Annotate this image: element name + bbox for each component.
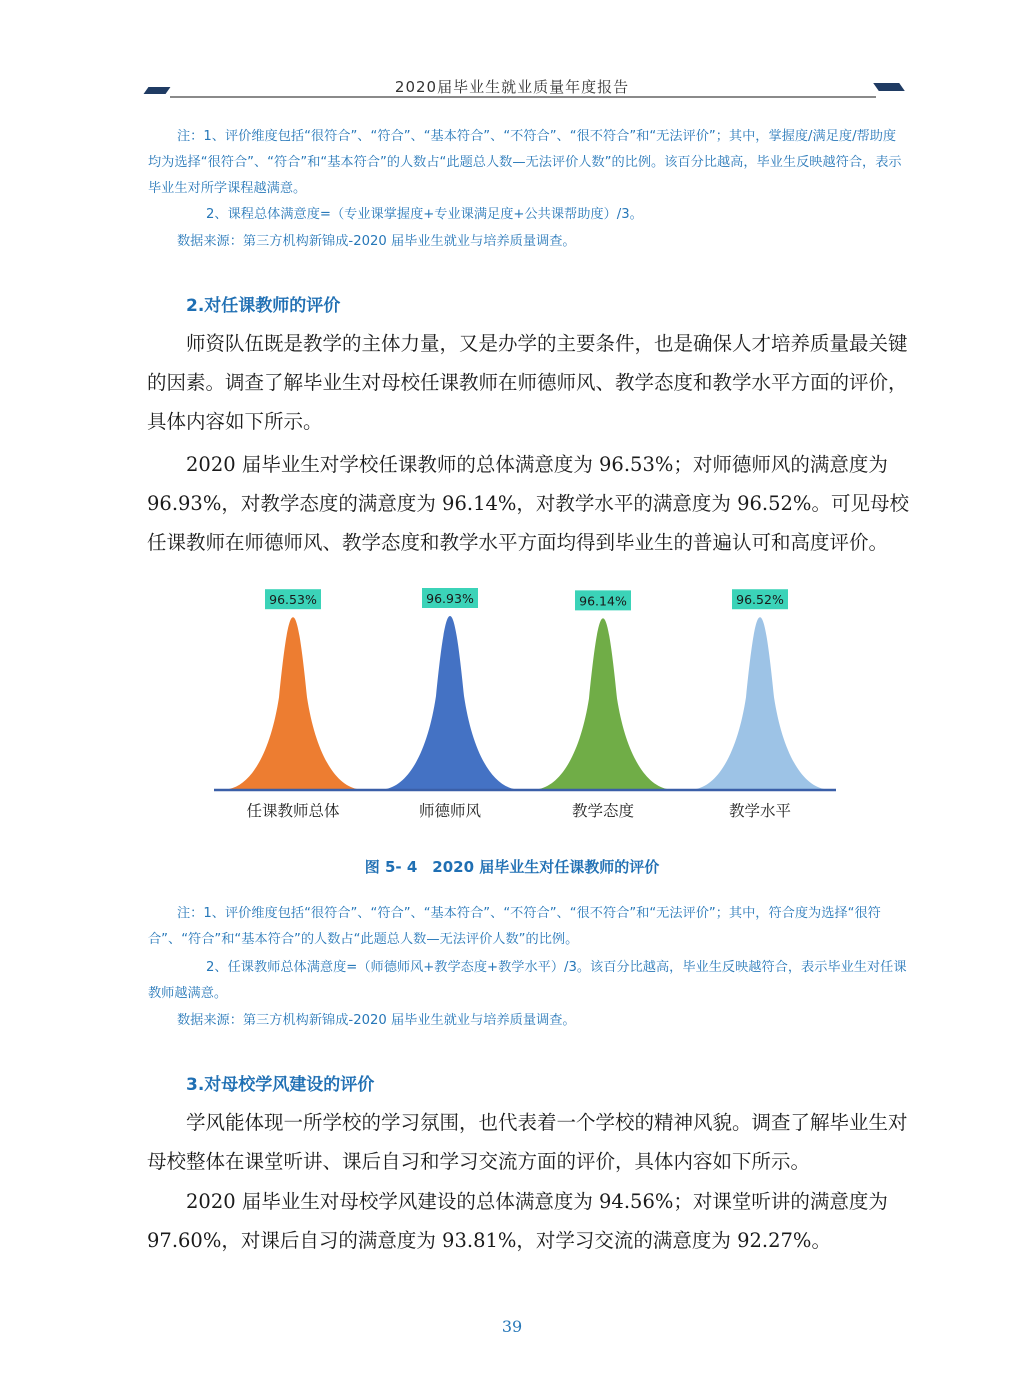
header-title: 2020届毕业生就业质量年度报告: [394, 78, 630, 96]
chart-category-label-1: 任课教师总体: [246, 802, 340, 820]
figure-note-source: 数据来源：第三方机构新锦成-2020 届毕业生就业与培养质量调查。: [177, 1013, 576, 1028]
chart-peak-4: [696, 617, 824, 789]
chart-data-label-1: 96.53%: [269, 592, 317, 608]
header-right-bar: [873, 83, 905, 91]
chart-peak-1: [229, 617, 357, 789]
top-note-source: 数据来源：第三方机构新锦成-2020 届毕业生就业与培养质量调查。: [177, 234, 576, 249]
section-2-heading: 2.对任课教师的评价: [186, 296, 341, 316]
section-3-paragraph-2: 2020 届毕业生对母校学风建设的总体满意度为 94.56%；对课堂听讲的满意度为 97.60%，对课后自习的满意度为 93.81%，对学习交流的满意度为 92.27%。: [147, 1190, 888, 1252]
chart-data-label-4: 96.52%: [736, 592, 784, 608]
chart-category-label-2: 师德师风: [418, 802, 482, 820]
top-note-2: 2、课程总体满意度=（专业课掌握度+专业课满足度+公共课帮助度）/3。: [206, 207, 643, 222]
page-number: 39: [501, 1317, 523, 1336]
chart-peaks: [229, 616, 824, 789]
chart-category-label-4: 教学水平: [728, 802, 792, 820]
header-rule: [170, 96, 876, 98]
section-3-heading: 3.对母校学风建设的评价: [186, 1075, 375, 1095]
top-note-1: 注：1、评价维度包括“很符合”、“符合”、“基本符合”、“不符合”、“很不符合”和“无法评价”；其中，掌握度/满足度/帮助度均为选择“很符合”、“符合”和“基本符合”的人数占“此题总人数—无法评价人数”的比例。该百分比越高，毕业生反映越符合，表示毕业生对所学课程越满意。: [148, 129, 902, 196]
chart-peak-2: [386, 616, 514, 789]
chart-data-label-3: 96.14%: [579, 593, 627, 609]
figure-note-2: 2、任课教师总体满意度=（师德师风+教学态度+教学水平）/3。该百分比越高，毕业生反映越符合，表示毕业生对任课教师越满意。: [148, 960, 907, 1001]
section-3-paragraph-1: 学风能体现一所学校的学习氛围，也代表着一个学校的精神风貌。调查了解毕业生对母校整体在课堂听讲、课后自习和学习交流方面的评价，具体内容如下所示。: [147, 1111, 908, 1173]
section-2-paragraph-2: 2020 届毕业生对学校任课教师的总体满意度为 96.53%；对师德师风的满意度为 96.93%，对教学态度的满意度为 96.14%，对教学水平的满意度为 96.52%。可见母校任课教师在师德师风、教学态度和教学水平方面均得到毕业生的普遍认可和高度评价。: [147, 453, 909, 554]
figure-caption: 图 5- 4 2020 届毕业生对任课教师的评价: [364, 858, 660, 876]
figure-note-1: 注：1、评价维度包括“很符合”、“符合”、“基本符合”、“不符合”、“很不符合”和“无法评价”；其中，符合度为选择“很符合”、“符合”和“基本符合”的人数占“此题总人数—无法评价人数”的比例。: [148, 906, 881, 947]
section-2-paragraph-1: 师资队伍既是教学的主体力量，又是办学的主要条件，也是确保人才培养质量最关键的因素。调查了解毕业生对母校任课教师在师德师风、教学态度和教学水平方面的评价，具体内容如下所示。: [147, 332, 908, 433]
teacher-evaluation-chart: [200, 578, 850, 838]
chart-category-label-3: 教学态度: [571, 802, 635, 820]
chart-data-label-2: 96.93%: [426, 591, 474, 606]
chart-peak-3: [539, 618, 667, 789]
